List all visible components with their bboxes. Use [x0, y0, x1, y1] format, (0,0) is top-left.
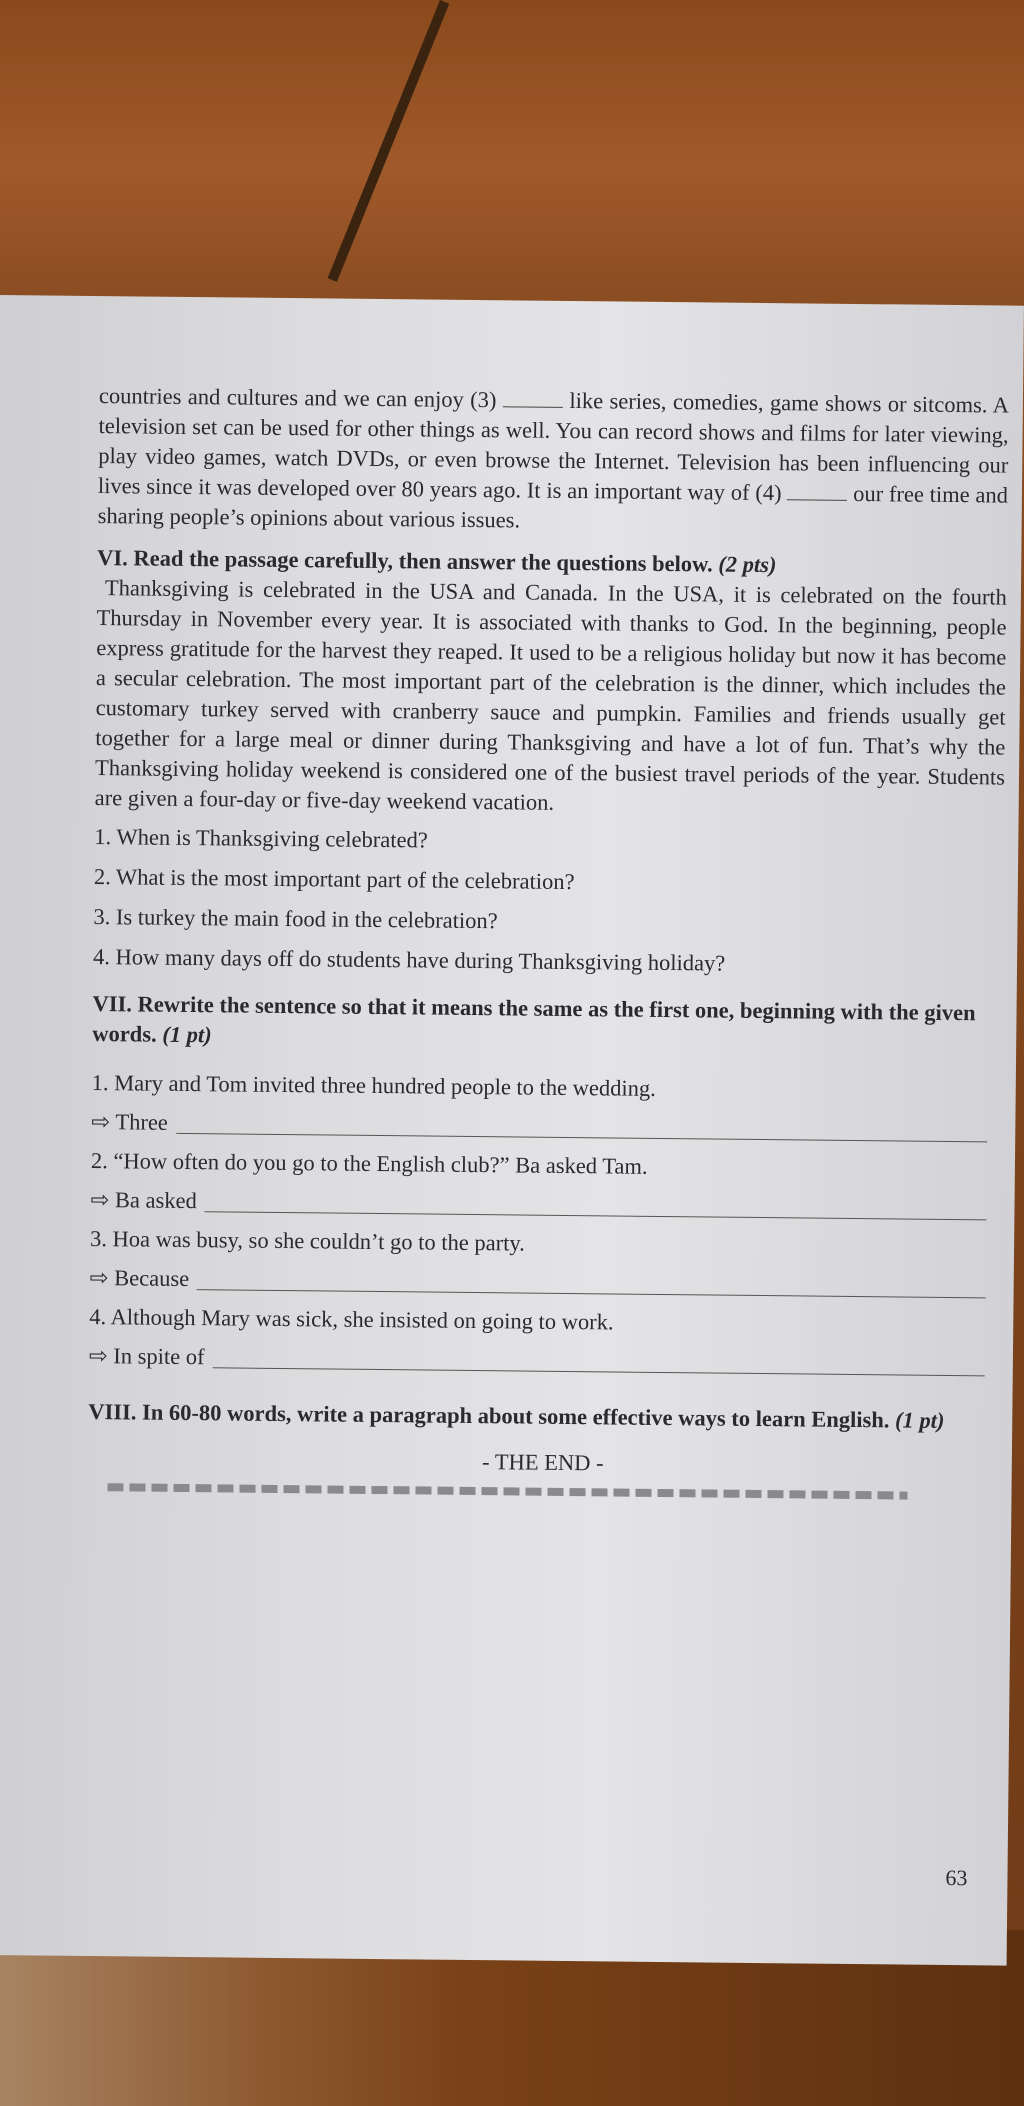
answer-row: ⇨ In spite of	[89, 1337, 999, 1385]
question: 4. How many days off do students have during Thanksgiving holiday?	[92, 944, 726, 976]
cloze-passage: countries and cultures and we can enjoy (3) like series, comedies, game shows or sitcoms. A television set can be used for other things as well. You can record shows and films for later viewing, play video games, watch DVDs, or even browse the Internet. Television has been influencing our lives since it was developed over 80 years ago. It is an important way of (4) our free time and sharing people’s opinions about various issues.	[97, 383, 1010, 533]
section-7-heading: VII. Rewrite the sentence so that it means the same as the first one, beginning with the given words. (1 pt)	[92, 991, 976, 1048]
page-content	[87, 381, 1009, 1500]
question: 1. When is Thanksgiving celebrated?	[94, 824, 428, 853]
answer-row: ⇨ Ba asked	[90, 1181, 1000, 1229]
rewrite-sentence: 3. Hoa was busy, so she couldn’t go to the party.	[89, 1225, 525, 1256]
reading-passage: Thanksgiving is celebrated in the USA and Canada. In the USA, it is celebrated on the fourth Thursday in November every year. It is associated with thanks to God. In the beginning, people express gratitude for the harvest they reaped. It used to be a religious holiday but now it has become a secular celebration. The most important part of the celebration is the dinner, which includes the customary turkey served with cranberry sauce and pumpkin. Families and friends usually get together for a large meal or dinner during Thanksgiving and have a lot of fun. That’s why the Thanksgiving holiday weekend is considered one of the busiest travel periods of the year. Students are given a four-day or five-day weekend vacation.	[94, 575, 1008, 815]
rewrite-sentence: 1. Mary and Tom invited three hundred people to the wedding.	[91, 1070, 656, 1101]
blank-3	[503, 406, 563, 408]
section-8-heading: VIII. In 60-80 words, write a paragraph about some effective ways to learn English. (1 pt)	[88, 1398, 945, 1433]
answer-row: ⇨ Three	[91, 1103, 1001, 1151]
rewrite-sentence: 2. “How often do you go to the English club?” Ba asked Tam.	[90, 1148, 648, 1179]
blank-4	[787, 499, 847, 501]
page	[0, 295, 1024, 1966]
answer-line[interactable]	[212, 1367, 984, 1376]
question: 2. What is the most important part of the celebration?	[93, 864, 575, 895]
the-end: - THE END -	[481, 1449, 604, 1476]
answer-row: ⇨ Because	[90, 1259, 1000, 1307]
dashed-divider	[107, 1483, 907, 1499]
answer-line[interactable]	[197, 1289, 986, 1298]
answer-line[interactable]	[205, 1211, 987, 1220]
rewrite-sentence: 4. Although Mary was sick, she insisted on going to work.	[89, 1303, 614, 1335]
section-6-heading: VI. Read the passage carefully, then answer the questions below. (2 pts)	[97, 545, 777, 578]
page-number: 63	[945, 1864, 968, 1891]
pen	[328, 0, 450, 282]
question: 3. Is turkey the main food in the celebration?	[93, 904, 498, 934]
answer-line[interactable]	[176, 1133, 987, 1142]
